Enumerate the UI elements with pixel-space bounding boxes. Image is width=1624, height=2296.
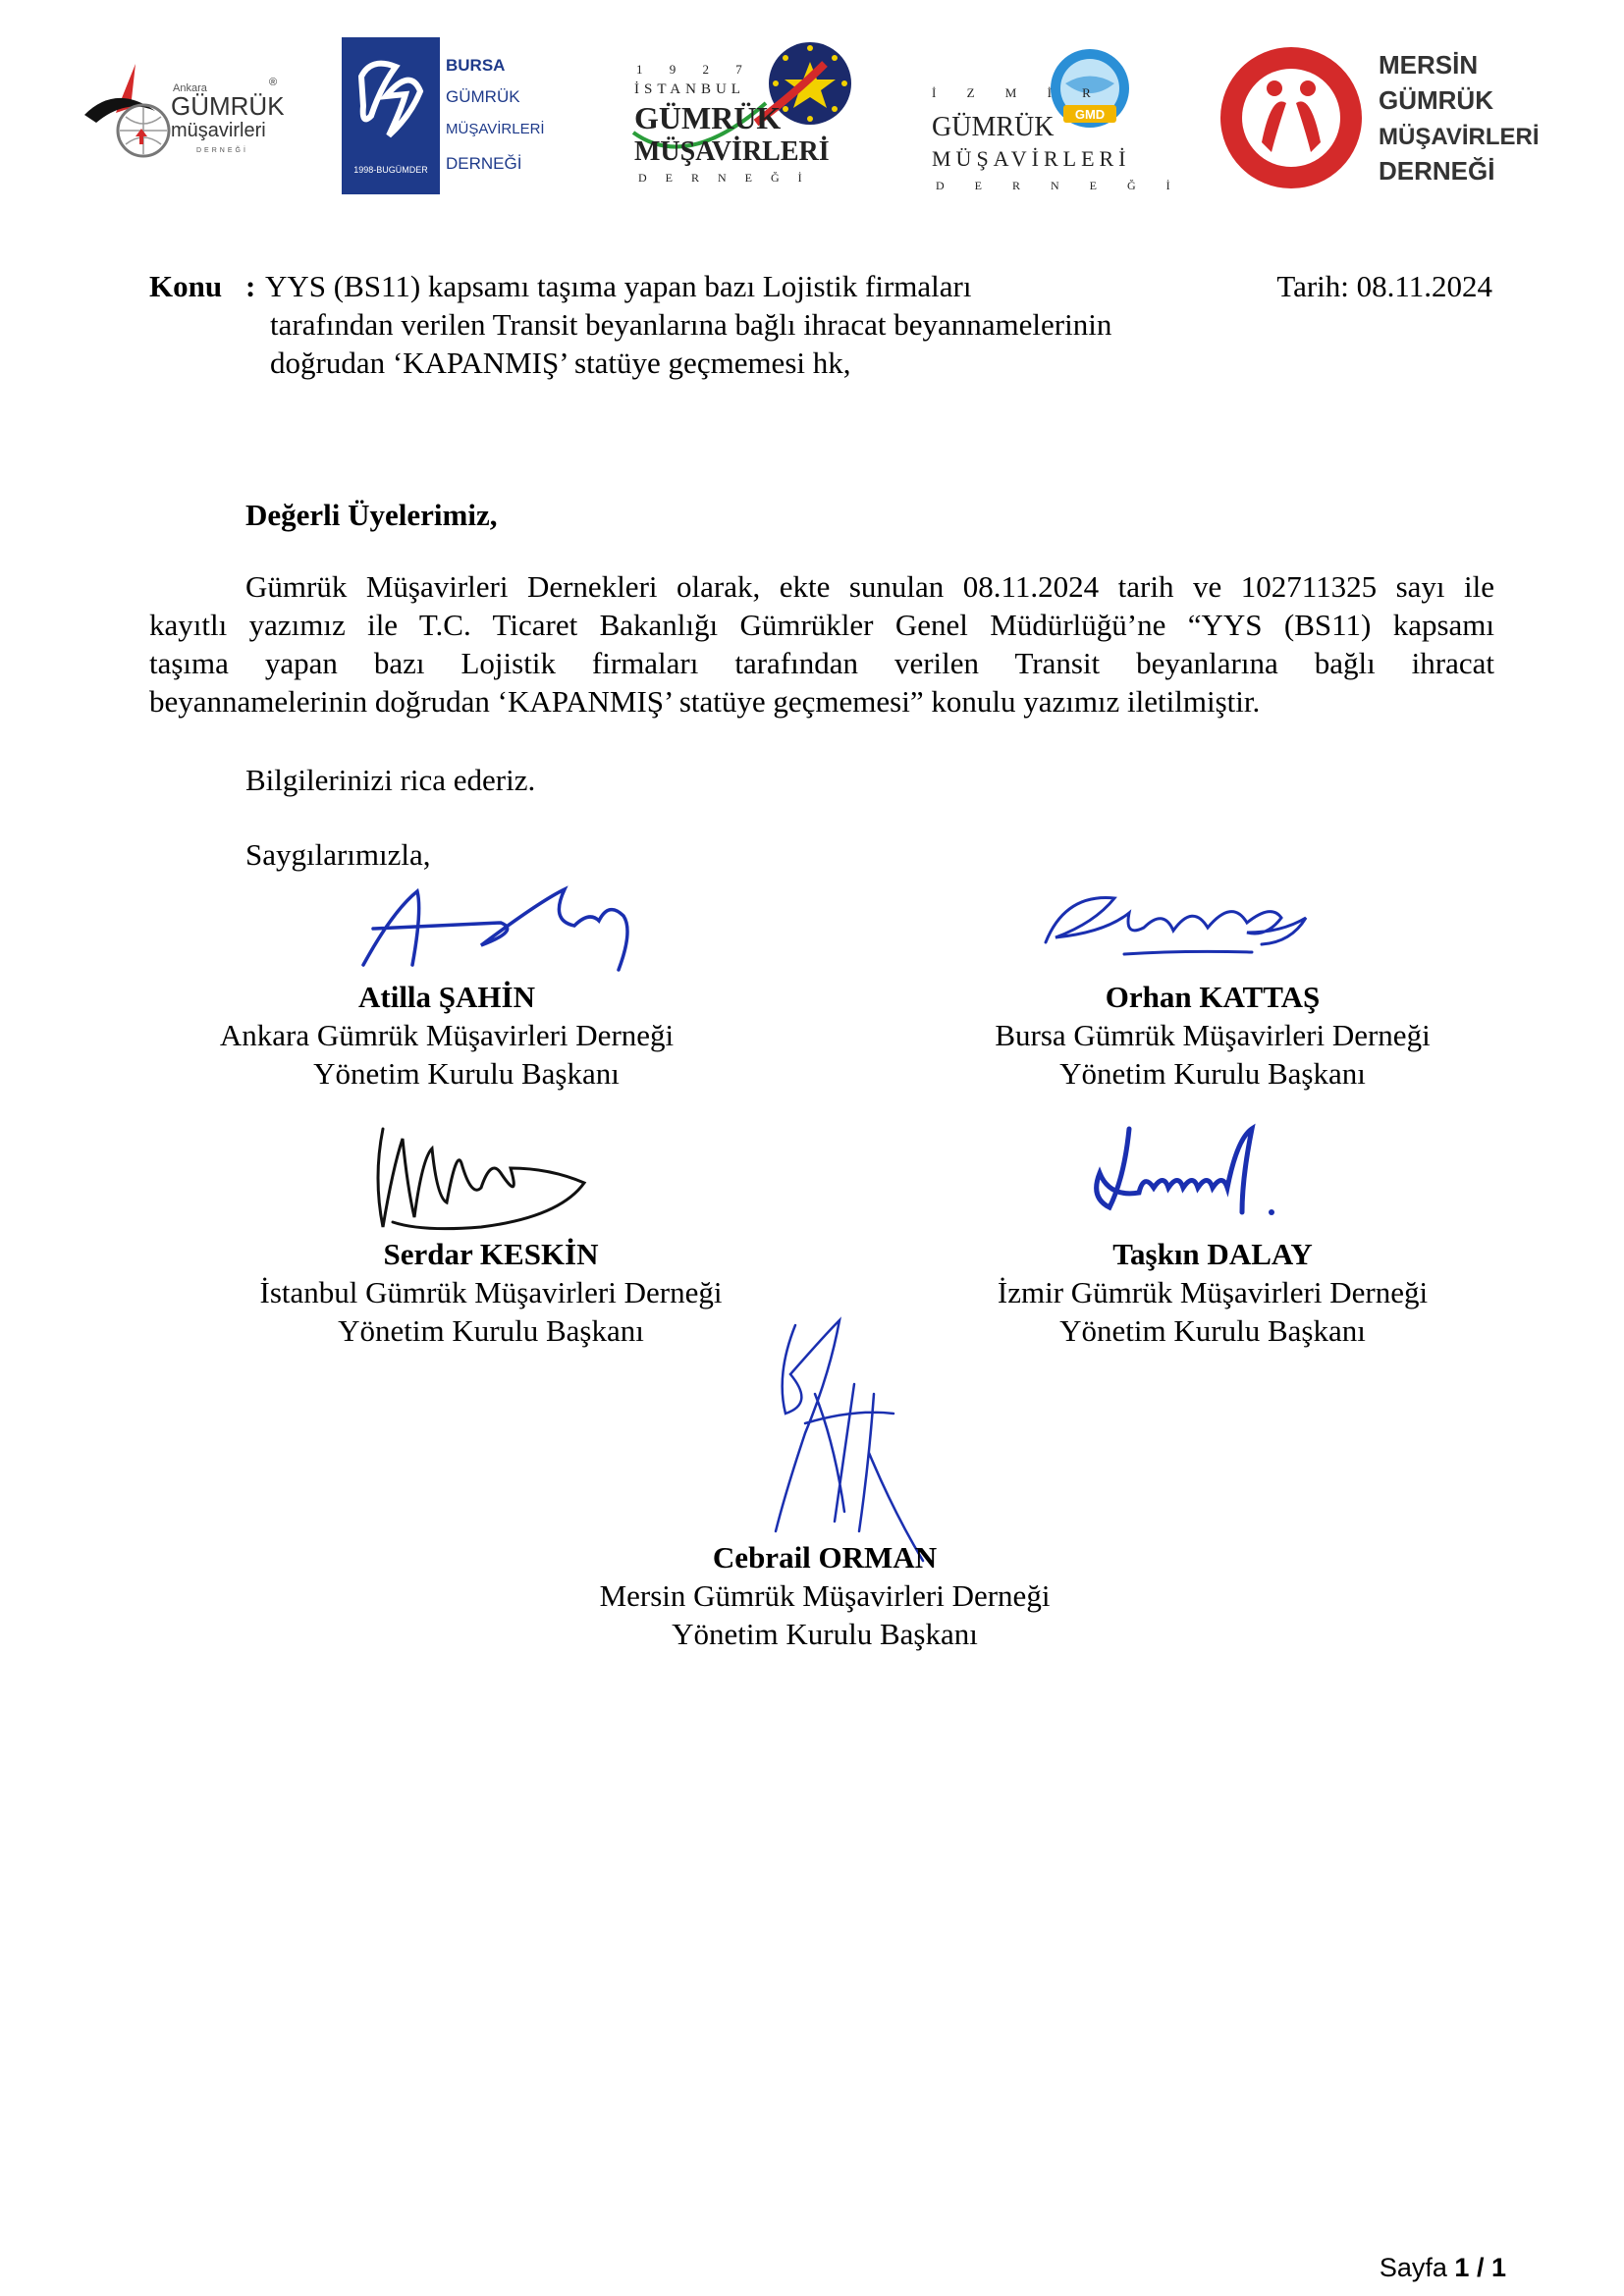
izmir-logo-line2: GÜMRÜK (932, 112, 1055, 142)
signature-atilla-sahin (353, 872, 658, 980)
signatory-role: Yönetim Kurulu Başkanı (1059, 1313, 1366, 1348)
page-label: Sayfa (1379, 2253, 1447, 2282)
bursa-logo-tagline: 1998-BUGÜMDER (353, 165, 428, 175)
signature-taskin-dalay (1070, 1119, 1296, 1237)
ankara-logo-small: Ankara (173, 82, 207, 94)
istanbul-logo-year: 1 9 2 7 (636, 62, 754, 77)
subject-label: Konu (149, 269, 223, 303)
signatory-org: Bursa Gümrük Müşavirleri Derneği (995, 1018, 1431, 1052)
signatory-name: Taşkın DALAY (1112, 1237, 1313, 1271)
signatory-bursa (938, 978, 1488, 1093)
body-line-4: beyannamelerinin doğrudan ‘KAPANMIŞ’ statüye geçmemesi” konulu yazımız iletilmiştir. (149, 684, 1261, 719)
mersin-logo-line4: DERNEĞİ (1379, 156, 1495, 186)
document-date: Tarih: 08.11.2024 (1276, 269, 1492, 303)
izmir-logo (928, 34, 1184, 201)
bursa-logo-line4: DERNEĞİ (446, 154, 522, 173)
signatory-mersin (550, 1538, 1100, 1653)
body-line-2: kayıtlı yazımız ile T.C. Ticaret Bakanlığı Gümrükler Genel Müdürlüğü’ne “YYS (BS11) kapsamı (149, 608, 1494, 642)
signatory-org: Ankara Gümrük Müşavirleri Derneği (219, 1018, 675, 1052)
closing-line: Saygılarımızla, (245, 837, 431, 872)
istanbul-logo-line4: MÜŞAVİRLERİ (634, 136, 830, 167)
signature-cebrail-orman (746, 1315, 943, 1571)
signatory-name: Atilla ŞAHİN (358, 980, 535, 1014)
signatory-org: İzmir Gümrük Müşavirleri Derneği (997, 1275, 1429, 1309)
bursa-logo-line3: MÜŞAVİRLERİ (446, 121, 545, 137)
mersin-logo-line2: GÜMRÜK (1379, 85, 1493, 115)
izmir-logo-badge: GMD (1074, 107, 1106, 122)
bursa-logo-line2: GÜMRÜK (446, 87, 520, 106)
mersin-logo (1218, 34, 1540, 201)
istanbul-logo (628, 34, 864, 191)
izmir-logo-line3: MÜŞAVİRLERİ (932, 146, 1131, 171)
izmir-logo-line1: İ Z M İ R (932, 85, 1105, 100)
request-line: Bilgilerinizi rica ederiz. (245, 763, 536, 797)
signatory-role: Yönetim Kurulu Başkanı (1059, 1056, 1366, 1091)
body-line-3: taşıma yapan bazı Lojistik firmaları tarafından verilen Transit beyanlarına bağlı ihracat (149, 646, 1494, 680)
bursa-logo (342, 37, 545, 194)
signatory-org: İstanbul Gümrük Müşavirleri Derneği (259, 1275, 723, 1309)
subject-line-3: doğrudan ‘KAPANMIŞ’ statüye geçmemesi hk, (270, 346, 851, 380)
mersin-logo-line1: MERSİN (1379, 50, 1479, 80)
izmir-logo-line4: D E R N E Ğ İ (936, 179, 1184, 192)
signatory-istanbul (216, 1235, 766, 1350)
body-line-1: Gümrük Müşavirleri Dernekleri olarak, ekte sunulan 08.11.2024 tarih ve 102711325 sayı ile (245, 569, 1494, 604)
subject-colon: : (245, 269, 256, 303)
page-number (1380, 2253, 1506, 2283)
ankara-logo-line3: müşavirleri (171, 120, 266, 141)
page-current: 1 (1454, 2253, 1470, 2282)
signatory-role: Yönetim Kurulu Başkanı (313, 1056, 620, 1091)
page-separator: / (1476, 2253, 1485, 2282)
signatory-name: Cebrail ORMAN (712, 1540, 938, 1575)
bursa-logo-line1: BURSA (446, 56, 506, 75)
signature-orhan-kattas (1036, 883, 1321, 972)
signatory-role: Yönetim Kurulu Başkanı (672, 1617, 978, 1651)
subject-line-1: YYS (BS11) kapsamı taşıma yapan bazı Lojistik firmaları (265, 269, 972, 303)
signatory-ankara (172, 978, 722, 1093)
ankara-logo-line4: DERNEĞİ (196, 147, 248, 154)
ankara-logo-line2: GÜMRÜK (171, 91, 285, 121)
istanbul-logo-line3: GÜMRÜK (634, 100, 782, 135)
ankara-logo (77, 54, 283, 172)
signatory-izmir (938, 1235, 1488, 1350)
greeting: Değerli Üyelerimiz, (245, 498, 498, 532)
istanbul-logo-line5: D E R N E Ğ İ (638, 171, 810, 185)
istanbul-logo-city: İSTANBUL (634, 81, 745, 97)
body-paragraph (149, 567, 1494, 721)
signatory-name: Serdar KESKİN (383, 1237, 599, 1271)
mersin-logo-line3: MÜŞAVİRLERİ (1379, 124, 1540, 150)
signatory-role: Yönetim Kurulu Başkanı (338, 1313, 644, 1348)
signature-serdar-keskin (363, 1109, 599, 1237)
signatory-name: Orhan KATTAŞ (1105, 980, 1321, 1014)
signatory-org: Mersin Gümrük Müşavirleri Derneği (599, 1578, 1051, 1613)
subject-line-2: tarafından verilen Transit beyanlarına bağlı ihracat beyannamelerinin (270, 307, 1112, 342)
ankara-logo-mark: ® (269, 77, 278, 88)
page-total: 1 (1490, 2253, 1506, 2282)
